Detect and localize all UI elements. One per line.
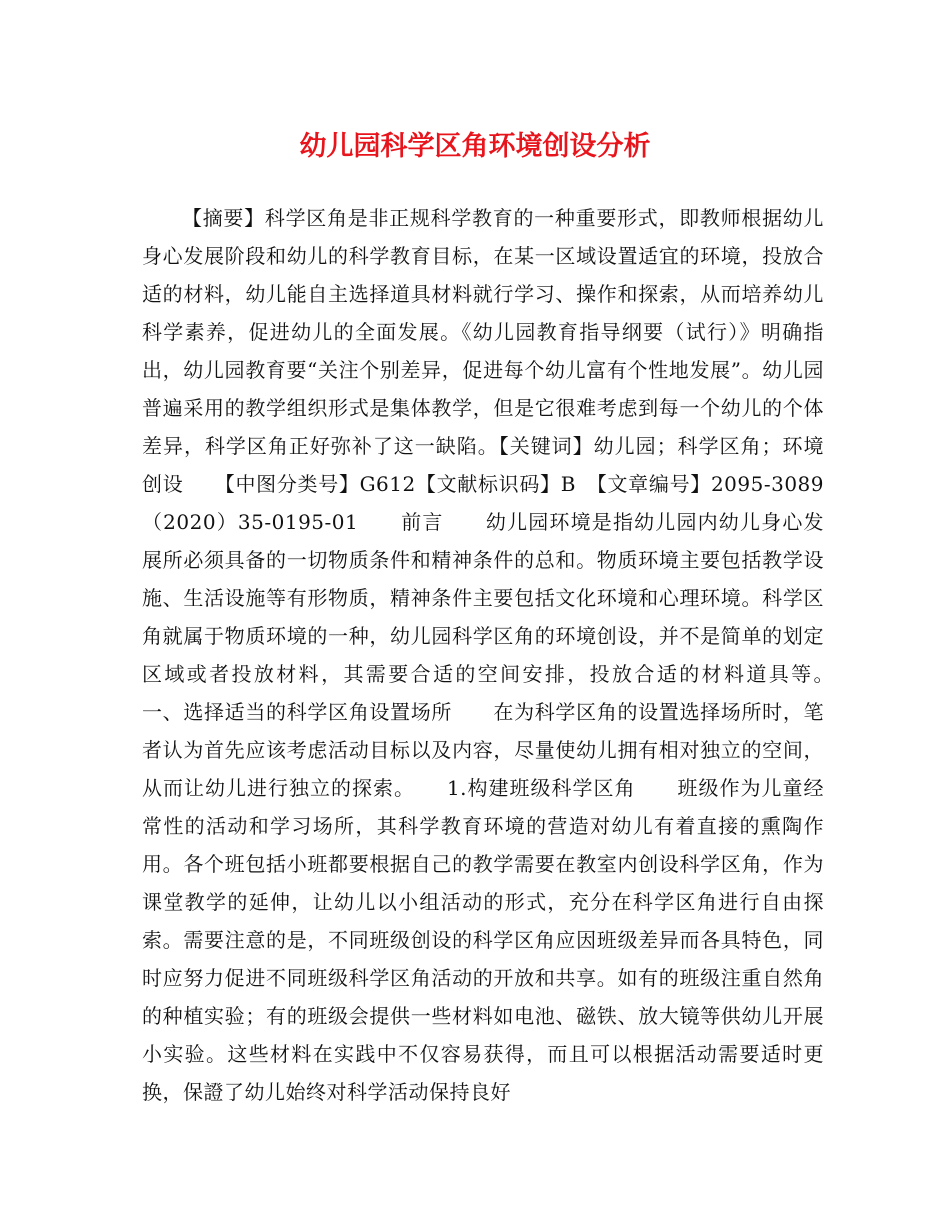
article-body: 【摘要】科学区角是非正规科学教育的一种重要形式，即教师根据幼儿身心发展阶段和幼儿的科学教育目标，在某一区域设置适宜的环境，投放合适的材料，幼儿能自主选择道具材料就行学习、操作和探索，从而培养幼儿科学素养，促进幼儿的全面发展。《幼儿园教育指导纲要（试行）》明确指出，幼儿园教育要“关注个别差异，促进每个幼儿富有个性地发展”。幼儿园普遍采用的教学组织形式是集体教学，但是它很难考虑到每一个幼儿的个体差异，科学区角正好弥补了这一缺陷。【关键词】幼儿园；科学区角；环境创设 【中图分类号】G612【文献标识码】B 【文章编号】2095-3089（2020）35-0195-01 前言 幼儿园环境是指幼儿园内幼儿身心发展所必须具备的一切物质条件和精神条件的总和。物质环境主要包括教学设施、生活设施等有形物质，精神条件主要包括文化环境和心理环境。科学区角就属于物质环境的一种，幼儿园科学区角的环境创设，并不是简单的划定区域或者投放材料，其需要合适的空间安排，投放合适的材料道具等。 一、选择适当的科学区角设置场所 在为科学区角的设置选择场所时，笔者认为首先应该考虑活动目标以及内容，尽量使幼儿拥有相对独立的空间，从而让幼儿进行独立的探索。 1.构建班级科学区角 班级作为儿童经常性的活动和学习场所，其科学教育环境的营造对幼儿有着直接的熏陶作用。各个班包括小班都要根据自己的教学需要在教室内创设科学区角，作为课堂教学的延伸，让幼儿以小组活动的形式，充分在科学区角进行自由探索。需要注意的是，不同班级创设的科学区角应因班级差异而各具特色，同时应努力促进不同班级科学区角活动的开放和共享。如有的班级注重自然角的种植实验；有的班级会提供一些材料如电池、磁铁、放大镜等供幼儿开展小实验。这些材料在实践中不仅容易获得，而且可以根据活动需要适时更换，保證了幼儿始终对科学活动保持良好	[142, 206, 865, 1104]
page-title: 幼儿园科学区角环境创设分析	[299, 131, 651, 162]
